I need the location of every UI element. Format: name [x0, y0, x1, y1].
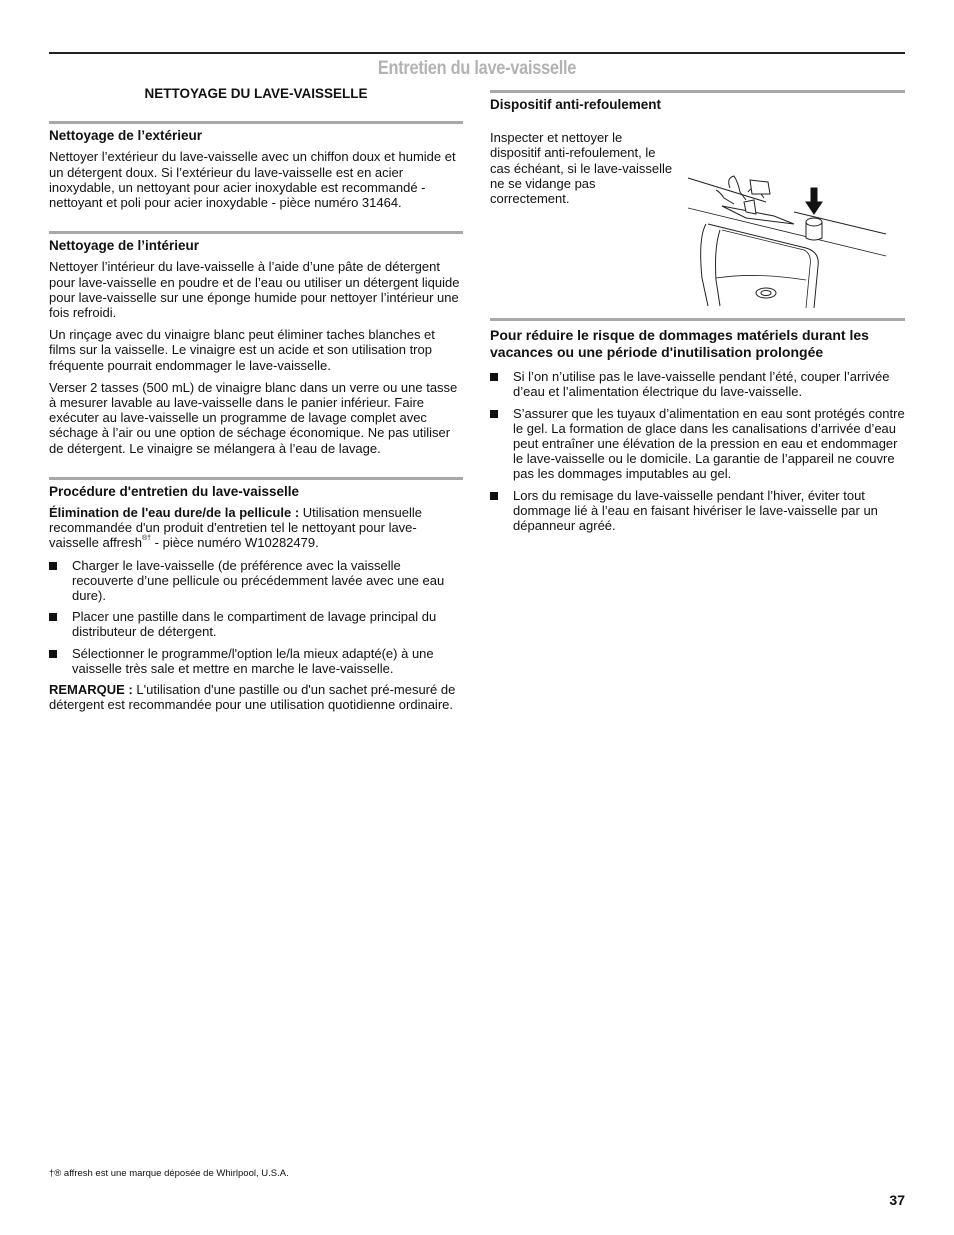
list-item-text: Lors du remisage du lave-vaisselle pendant l’hiver, éviter tout dommage lié à l’eau en faisant hivériser le lave-vaisselle par un dépanneur agréé. — [513, 487, 878, 534]
left-column — [49, 84, 463, 720]
procedure-intro — [49, 505, 463, 551]
exterior-heading: Nettoyage de l’extérieur — [49, 121, 463, 143]
procedure-intro-bold: Élimination de l'eau dure/de la pellicule : — [49, 505, 300, 521]
interior-paragraph-2: Un rinçage avec du vinaigre blanc peut éliminer taches blanches et films sur la vaisselle. Le vinaigre est un acide et son utilisation trop fréquente pourrait endommager le lave-vaisselle. — [49, 327, 435, 373]
procedure-note — [49, 682, 463, 712]
list-item — [49, 609, 463, 639]
procedure-intro-sup: ®† — [141, 535, 152, 543]
list-item — [490, 369, 905, 399]
bullet-square-icon — [49, 650, 57, 658]
page-title: Entretien du lave-vaisselle — [377, 58, 577, 79]
list-item — [490, 406, 905, 482]
list-item — [49, 558, 463, 604]
bullet-square-icon — [490, 492, 498, 500]
list-item-text: Placer une pastille dans le compartiment de lavage principal du distributeur de détergent. — [72, 609, 437, 640]
anti-section — [490, 130, 905, 308]
procedure-intro-text: Utilisation mensuelle recommandée d'un produit d'entretien tel le nettoyant pour lave-vaisselle affresh — [49, 505, 422, 551]
sink-air-gap-illustration — [686, 168, 894, 308]
procedure-heading: Procédure d'entretien du lave-vaisselle — [49, 477, 463, 499]
anti-text: Inspecter et nettoyer le dispositif anti-refoulement, le cas échéant, si le lave-vaisselle ne se vidange pas correctement. — [490, 130, 673, 207]
exterior-text: Nettoyer l’extérieur du lave-vaisselle avec un chiffon doux et humide et un détergent doux. Si l’extérieur du lave-vaisselle est en acier inoxydable, un nettoyant pour acier inoxydable est recommandé - nettoyant et poli pour acier inoxydable - pièce numéro 31464. — [49, 149, 456, 211]
list-item-text: Charger le lave-vaisselle (de préférence avec la vaisselle recouverte d’une pellicule ou précédemment lavée avec une eau dure). — [72, 557, 445, 604]
right-column — [490, 84, 905, 539]
bullet-square-icon — [490, 410, 498, 418]
bullet-square-icon — [49, 562, 57, 570]
note-text: L'utilisation d'une pastille ou d'un sachet pré-mesuré de détergent est recommandée pour une utilisation quotidienne ordinaire. — [49, 682, 456, 713]
list-item-text: Sélectionner le programme/l'option le/la mieux adapté(e) à une vaisselle très sale et mettre en marche le lave-vaisselle. — [72, 645, 434, 676]
bullet-square-icon — [49, 613, 57, 621]
list-item — [490, 488, 905, 534]
interior-paragraph-3: Verser 2 tasses (500 mL) de vinaigre blanc dans un verre ou une tasse à mesurer lavable au lave-vaisselle dans le panier inférieur. Faire exécuter au lave-vaisselle un programme de lavage complet avec séchage à l’air ou une option de séchage économique. Ne pas utiliser de détergent. Le vinaigre se mélangera à l’eau de lavage. — [49, 379, 458, 456]
footnote: †® affresh est une marque déposée de Whirlpool, U.S.A. — [49, 1168, 289, 1179]
anti-heading: Dispositif anti-refoulement — [490, 90, 905, 112]
section-title: NETTOYAGE DU LAVE-VAISSELLE — [144, 86, 368, 101]
interior-paragraph-1: Nettoyer l’intérieur du lave-vaisselle à l’aide d’une pâte de détergent pour lave-vaisselle en poudre et de l’eau ou utiliser un détergent liquide pour lave-vaisselle sur une éponge humide pour nettoyer l’intérieur une fois refroidi. — [49, 259, 460, 321]
procedure-list — [49, 558, 463, 676]
divider — [490, 318, 905, 321]
interior-heading: Nettoyage de l’intérieur — [49, 231, 463, 253]
top-rule — [49, 52, 905, 54]
list-item-text: S’assurer que les tuyaux d’alimentation en eau sont protégés contre le gel. La formation de glace dans les canalisations d’arrivée d’eau peut entraîner une élévation de la pression en eau et endommager le lave-vaisselle ou le domicile. La garantie de l’appareil ne couvre pas les dommages imputables au gel. — [513, 405, 905, 482]
vacation-list — [490, 369, 905, 533]
list-item — [49, 646, 463, 676]
page-number: 37 — [889, 1192, 905, 1208]
vacation-heading: Pour réduire le risque de dommages matériels durant les vacances ou une période d'inutilisation prolongée — [490, 327, 869, 361]
note-label: REMARQUE : — [49, 682, 133, 698]
bullet-square-icon — [490, 373, 498, 381]
list-item-text: Si l’on n’utilise pas le lave-vaisselle pendant l’été, couper l’arrivée d’eau et l’alimentation électrique du lave-vaisselle. — [513, 369, 890, 400]
procedure-intro-tail: - pièce numéro W10282479. — [151, 535, 319, 551]
